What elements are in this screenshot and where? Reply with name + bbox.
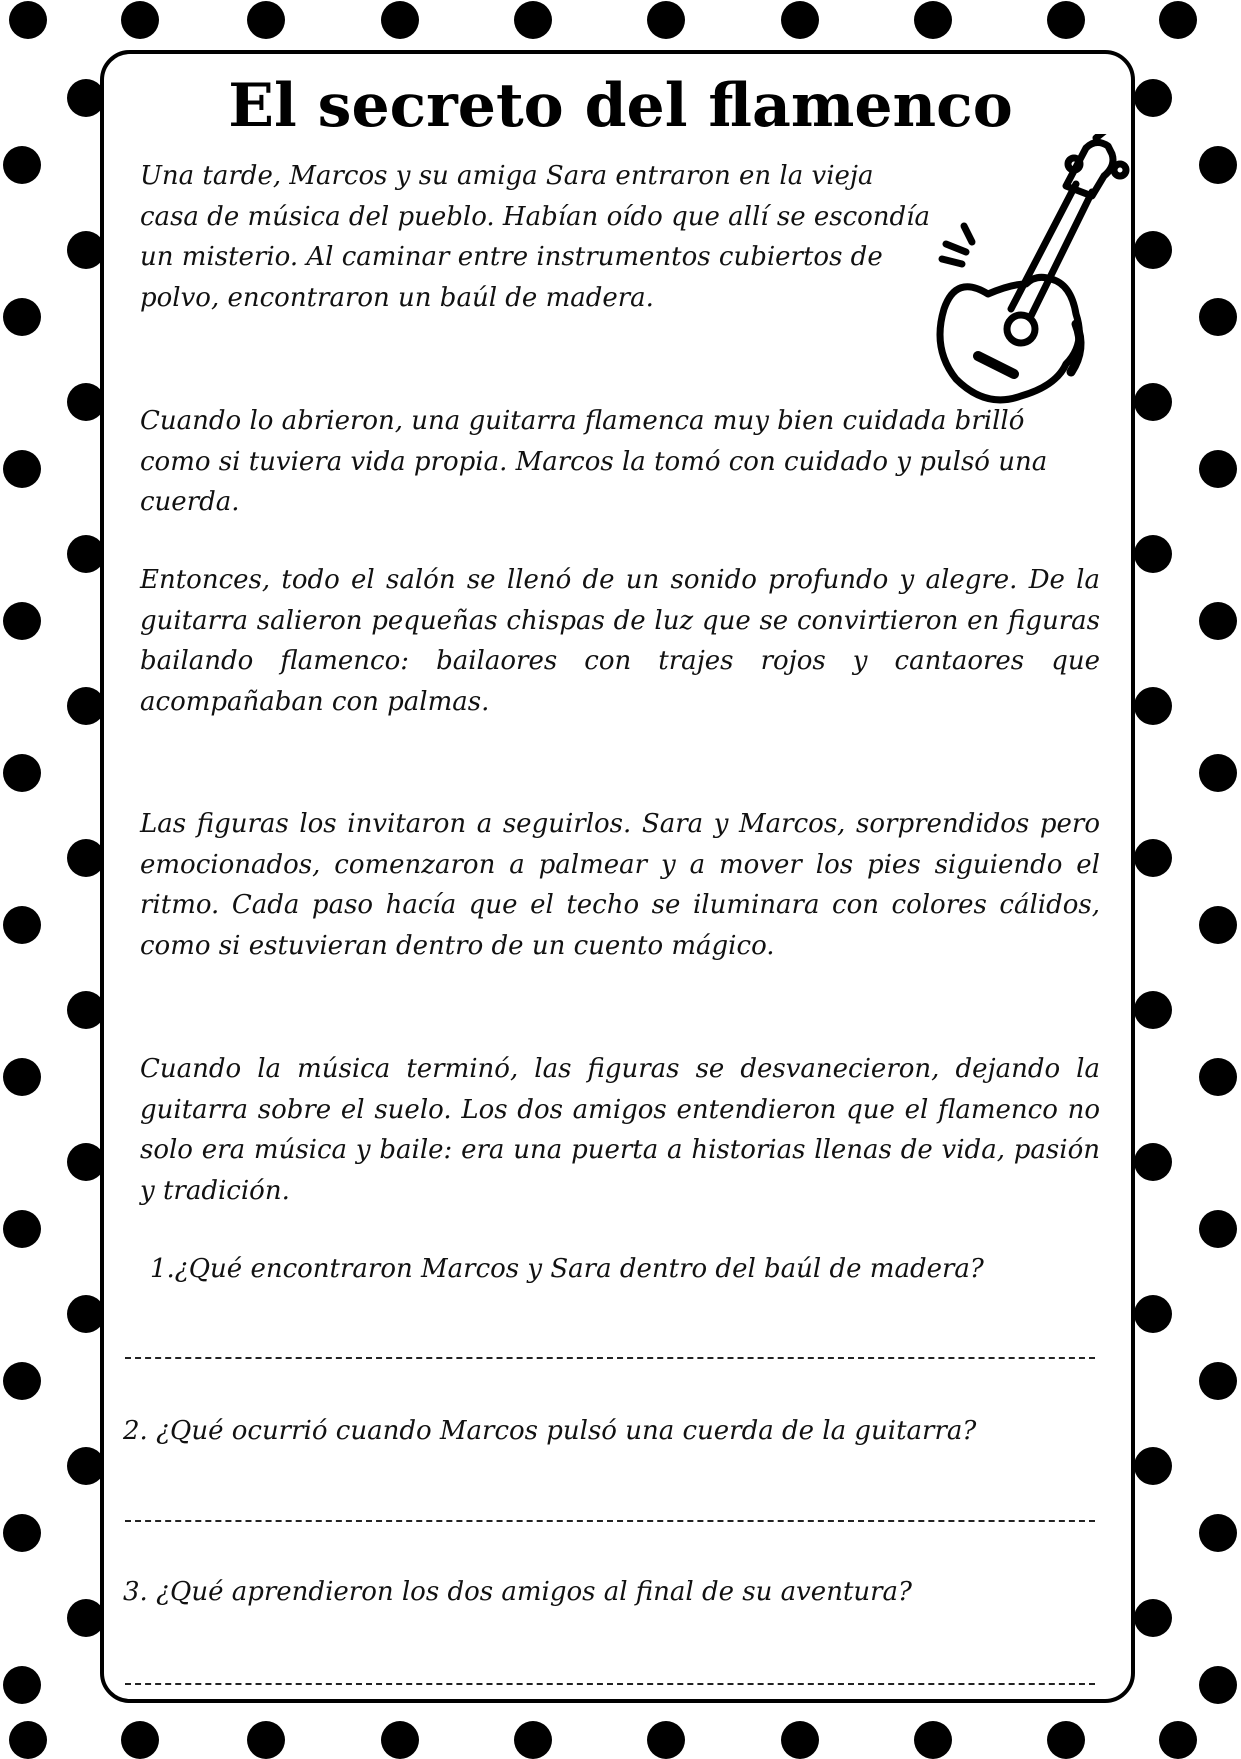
- polka-dot: [1199, 1514, 1237, 1552]
- polka-dot: [1159, 1, 1197, 39]
- polka-dot: [1199, 1666, 1237, 1704]
- question-1: 1.¿Qué encontraron Marcos y Sara dentro del baúl de madera?: [150, 1254, 984, 1284]
- polka-dot: [9, 1, 47, 39]
- polka-dot: [1199, 1058, 1237, 1096]
- polka-dot: [914, 1721, 952, 1759]
- answer-line-2[interactable]: [125, 1520, 1095, 1522]
- polka-dot: [1047, 1721, 1085, 1759]
- polka-dot: [514, 1, 552, 39]
- polka-dot: [3, 146, 41, 184]
- polka-dot: [9, 1721, 47, 1759]
- polka-dot: [3, 754, 41, 792]
- polka-dot: [3, 1058, 41, 1096]
- polka-dot: [1134, 1447, 1172, 1485]
- polka-dot: [3, 906, 41, 944]
- polka-dot: [1134, 1295, 1172, 1333]
- polka-dot: [3, 298, 41, 336]
- polka-dot: [1199, 146, 1237, 184]
- guitar-icon: [926, 134, 1146, 409]
- polka-dot: [1199, 298, 1237, 336]
- polka-dot: [1199, 602, 1237, 640]
- polka-dot: [781, 1, 819, 39]
- polka-dot: [1134, 1599, 1172, 1637]
- polka-dot: [381, 1721, 419, 1759]
- polka-dot: [121, 1721, 159, 1759]
- page-title: El secreto del flamenco: [228, 71, 1013, 141]
- polka-dot: [1134, 1143, 1172, 1181]
- polka-dot: [3, 1362, 41, 1400]
- polka-dot: [1134, 839, 1172, 877]
- story-paragraph-5: Cuando la música terminó, las figuras se desvanecieron, dejando la guitarra sobre el suelo. Los dos amigos entendieron que el flamenco no solo era música y baile: era una puerta a historias llenas de vida, pasión y tradición.: [140, 1054, 1100, 1206]
- polka-dot: [1199, 754, 1237, 792]
- polka-dot: [247, 1721, 285, 1759]
- polka-dot: [121, 1, 159, 39]
- polka-dot: [1134, 687, 1172, 725]
- polka-dot: [3, 602, 41, 640]
- answer-line-3[interactable]: [125, 1683, 1095, 1685]
- polka-dot: [1199, 1210, 1237, 1248]
- polka-dot: [1199, 450, 1237, 488]
- story-paragraph-3: Entonces, todo el salón se llenó de un sonido profundo y alegre. De la guitarra salieron pequeñas chispas de luz que se convirtieron en figuras bailando flamenco: bailaores con trajes rojos y cantaores que acompañaban con palmas.: [140, 565, 1100, 717]
- polka-dot: [3, 450, 41, 488]
- polka-dot: [3, 1514, 41, 1552]
- polka-dot: [1159, 1721, 1197, 1759]
- story-paragraph-1: Una tarde, Marcos y su amiga Sara entraron en la vieja casa de música del pueblo. Habían oído que allí se escondía un misterio. Al caminar entre instrumentos cubiertos de polvo, encontraron un baúl de madera.: [140, 161, 930, 313]
- story-paragraph-2: Cuando lo abrieron, una guitarra flamenca muy bien cuidada brilló como si tuviera vida propia. Marcos la tomó con cuidado y pulsó una cuerda.: [140, 406, 1048, 517]
- question-3: 3. ¿Qué aprendieron los dos amigos al final de su aventura?: [123, 1577, 913, 1607]
- polka-dot: [1199, 906, 1237, 944]
- polka-dot: [1199, 1362, 1237, 1400]
- polka-dot: [381, 1, 419, 39]
- polka-dot: [1134, 991, 1172, 1029]
- polka-dot: [647, 1, 685, 39]
- polka-dot: [781, 1721, 819, 1759]
- polka-dot: [1134, 535, 1172, 573]
- polka-dot: [1047, 1, 1085, 39]
- question-2: 2. ¿Qué ocurrió cuando Marcos pulsó una cuerda de la guitarra?: [123, 1416, 977, 1446]
- polka-dot: [914, 1, 952, 39]
- polka-dot: [3, 1666, 41, 1704]
- polka-dot: [514, 1721, 552, 1759]
- polka-dot: [3, 1210, 41, 1248]
- story-paragraph-4: Las figuras los invitaron a seguirlos. Sara y Marcos, sorprendidos pero emocionados, comenzaron a palmear y a mover los pies siguiendo el ritmo. Cada paso hacía que el techo se iluminara con colores cálidos, como si estuvieran dentro de un cuento mágico.: [140, 809, 1100, 961]
- polka-dot: [647, 1721, 685, 1759]
- polka-dot: [247, 1, 285, 39]
- answer-line-1[interactable]: [125, 1357, 1095, 1359]
